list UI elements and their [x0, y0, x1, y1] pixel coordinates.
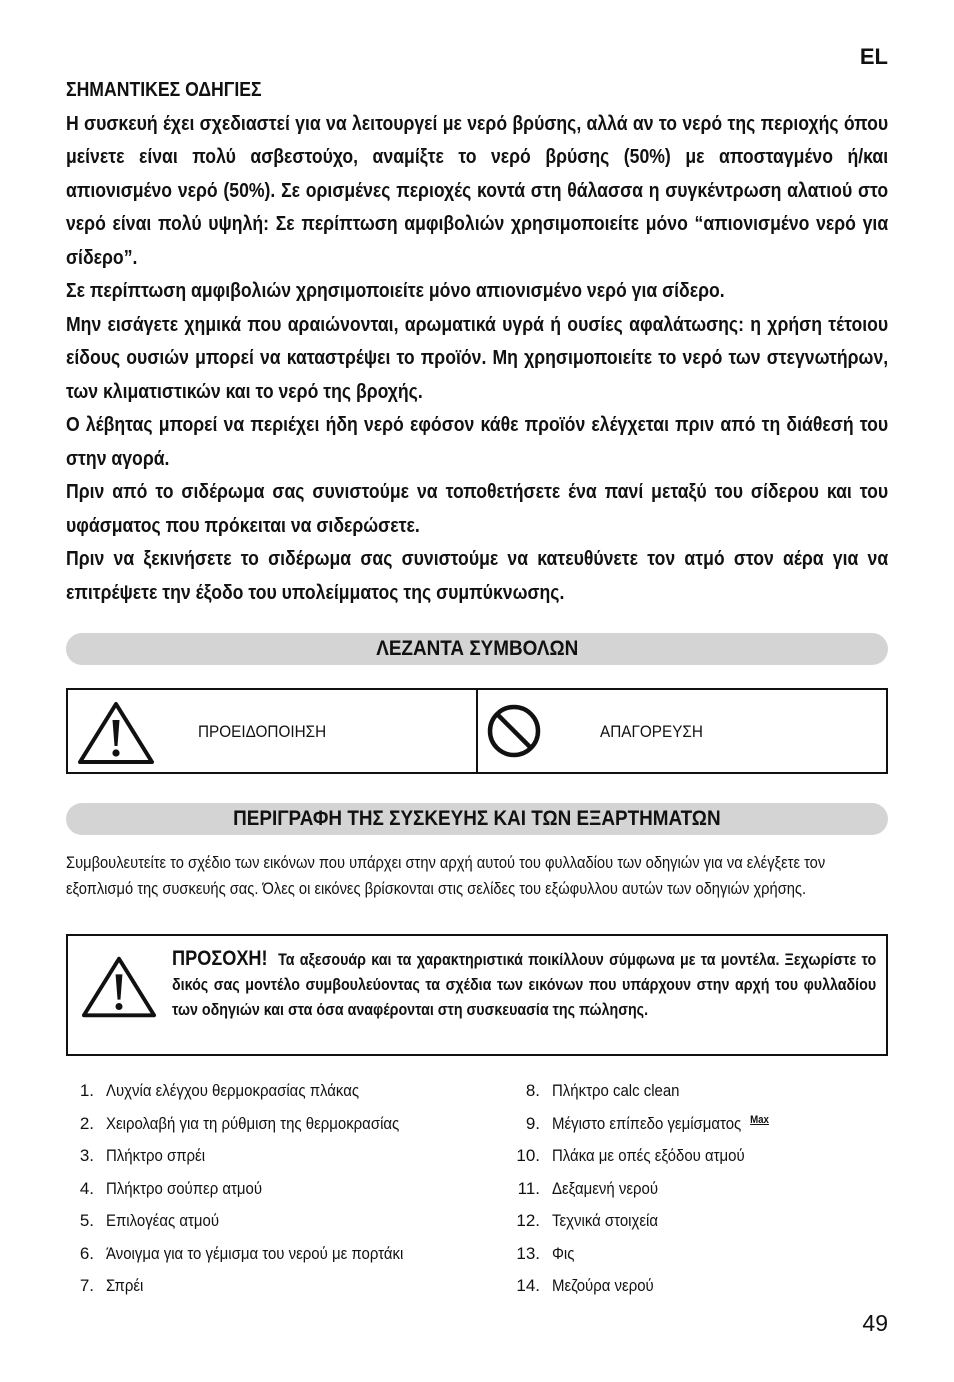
list-item	[66, 1174, 486, 1207]
item-number: 7.	[79, 1276, 94, 1295]
item-number: 3.	[79, 1146, 94, 1165]
item-label: Τεχνικά στοιχεία	[552, 1211, 658, 1230]
caution-text	[172, 946, 876, 1023]
list-item	[66, 1271, 486, 1304]
item-number: 1.	[79, 1081, 94, 1100]
item-number: 14.	[516, 1276, 540, 1295]
item-number: 10.	[516, 1146, 540, 1165]
parts-list-left	[66, 1076, 486, 1304]
list-item	[508, 1076, 888, 1109]
item-number: 6.	[79, 1243, 94, 1263]
item-label: Άνοιγμα για το γέμισμα του νερού με πορτάκι	[106, 1243, 404, 1263]
item-number: 9.	[525, 1113, 540, 1133]
item-label: Πλήκτρο σούπερ ατμού	[106, 1178, 263, 1198]
list-item	[66, 1109, 486, 1142]
item-number: 2.	[79, 1113, 94, 1133]
prohibition-label: ΑΠΑΓΟΡΕΥΣΗ	[600, 722, 703, 741]
item-label: Μεζούρα νερού	[552, 1276, 654, 1295]
item-label: Σπρέι	[106, 1276, 144, 1295]
prohibition-icon	[486, 703, 542, 759]
caution-title: ΠΡΟΣΟΧΗ!	[172, 947, 268, 970]
list-item	[508, 1271, 888, 1304]
caution-box	[66, 934, 888, 1056]
item-label: Πλήκτρο calc clean	[552, 1081, 680, 1100]
list-item	[508, 1239, 888, 1272]
important-paragraph: Πριν από το σιδέρωμα σας συνιστούμε να τοποθετήσετε ένα πανί μεταξύ του σίδερου και του υφάσματος που πρόκειται να σιδερώσετε.	[66, 480, 889, 537]
symbols-table	[66, 688, 888, 774]
symbols-section-heading	[66, 633, 888, 665]
item-number: 4.	[79, 1178, 94, 1198]
caution-body: Τα αξεσουάρ και τα χαρακτηριστικά ποικίλλουν σύμφωνα με τα μοντέλα. Ξεχωρίστε το δικός σας μοντέλο συμβουλεύοντας τα σχέδια των εικόνων που υπάρχουν στην αρχή του φυλλαδίου των οδηγιών και στα όσα αναφέρονται στη συσκευασία της πώλησης.	[172, 951, 877, 1019]
item-label	[552, 1109, 769, 1142]
language-code: EL	[859, 44, 888, 69]
important-instructions	[66, 73, 889, 609]
item-label: Πλήκτρο σπρέι	[106, 1146, 206, 1165]
list-item	[508, 1174, 888, 1207]
warning-triangle-icon	[80, 954, 158, 1020]
prohibition-symbol-cell	[476, 690, 886, 772]
list-item	[66, 1141, 486, 1174]
important-paragraph: Ο λέβητας μπορεί να περιέχει ήδη νερό εφόσον κάθε προϊόν ελέγχεται πριν από τη διάθεσή του στην αγορά.	[66, 413, 889, 470]
important-paragraph: Πριν να ξεκινήσετε το σιδέρωμα σας συνιστούμε να κατευθύνετε τον ατμό στον αέρα για να επιτρέψετε την έξοδο του υπολείμματος της συμπύκνωσης.	[66, 547, 889, 604]
item-label: Φις	[552, 1243, 575, 1263]
item-label: Πλάκα με οπές εξόδου ατμού	[552, 1146, 745, 1165]
parts-list-right	[508, 1076, 888, 1304]
item-label: Λυχνία ελέγχου θερμοκρασίας πλάκας	[106, 1081, 360, 1100]
list-item	[508, 1109, 888, 1142]
important-paragraph: Σε περίπτωση αμφιβολιών χρησιμοποιείτε μόνο απιονισμένο νερό για σίδερο.	[66, 279, 725, 302]
description-paragraph: Συμβουλευτείτε το σχέδιο των εικόνων που υπάρχει στην αρχή αυτού του φυλλαδίου των οδηγιών για να ελέγξετε τον εξοπλισμό της συσκευής σας. Όλες οι εικόνες βρίσκονται στις σελίδες του εξώφυλλου αυτών των οδηγιών χρήσης.	[66, 854, 826, 898]
warning-symbol-cell	[68, 690, 476, 772]
item-label: Επιλογέας ατμού	[106, 1211, 220, 1230]
description-section-heading	[66, 803, 888, 835]
item-number: 13.	[516, 1243, 540, 1263]
description-text	[66, 851, 888, 902]
important-paragraph: Μην εισάγετε χημικά που αραιώνονται, αρωματικά υγρά ή ουσίες αφαλάτωσης: η χρήση τέτοιου είδους ουσιών μπορεί να καταστρέψει το προϊόν. Μη χρησιμοποιείτε το νερό των στεγνωτήρων, των κλιματιστικών και το νερό της βροχής.	[66, 312, 889, 403]
list-item	[508, 1141, 888, 1174]
item-label-text: Μέγιστο επίπεδο γεμίσματος	[552, 1113, 742, 1133]
item-number: 5.	[79, 1211, 94, 1230]
list-item	[66, 1076, 486, 1109]
list-item	[66, 1206, 486, 1239]
list-item	[508, 1206, 888, 1239]
item-number: 11.	[517, 1178, 540, 1198]
warning-label: ΠΡΟΕΙΔΟΠΟΙΗΣΗ	[198, 722, 327, 741]
important-paragraph: Η συσκευή έχει σχεδιαστεί για να λειτουργεί με νερό βρύσης, αλλά αν το νερό της περιοχής όπου μείνετε είναι πολύ ασβεστούχο, αναμίξτε το νερό βρύσης (50%) με αποσταγμένο ή/και απιονισμένο νερό (50%). Σε ορισμένες περιοχές κοντά στη θάλασσα η συγκέντρωση αλατιού στο νερό είναι πολύ υψηλή: Σε περίπτωση αμφιβολιών χρησιμοποιείτε μόνο “απιονισμένο νερό για σίδερο”.	[66, 111, 889, 269]
item-label: Δεξαμενή νερού	[552, 1178, 659, 1198]
symbols-heading-text: ΛΕΖΑΝΤΑ ΣΥΜΒΟΛΩΝ	[375, 637, 579, 660]
item-number: 12.	[516, 1211, 540, 1230]
page-number: 49	[862, 1310, 888, 1336]
description-heading-text: ΠΕΡΙΓΡΑΦΗ ΤΗΣ ΣΥΣΚΕΥΗΣ ΚΑΙ ΤΩΝ ΕΞΑΡΤΗΜΑΤΩΝ	[233, 807, 721, 830]
item-label: Χειρολαβή για τη ρύθμιση της θερμοκρασίας	[106, 1113, 400, 1133]
important-heading: ΣΗΜΑΝΤΙΚΕΣ ΟΔΗΓΙΕΣ	[66, 78, 262, 101]
max-level-mark: Max	[750, 1113, 769, 1126]
item-number: 8.	[525, 1081, 540, 1100]
warning-triangle-icon	[76, 700, 156, 766]
list-item	[66, 1239, 486, 1272]
